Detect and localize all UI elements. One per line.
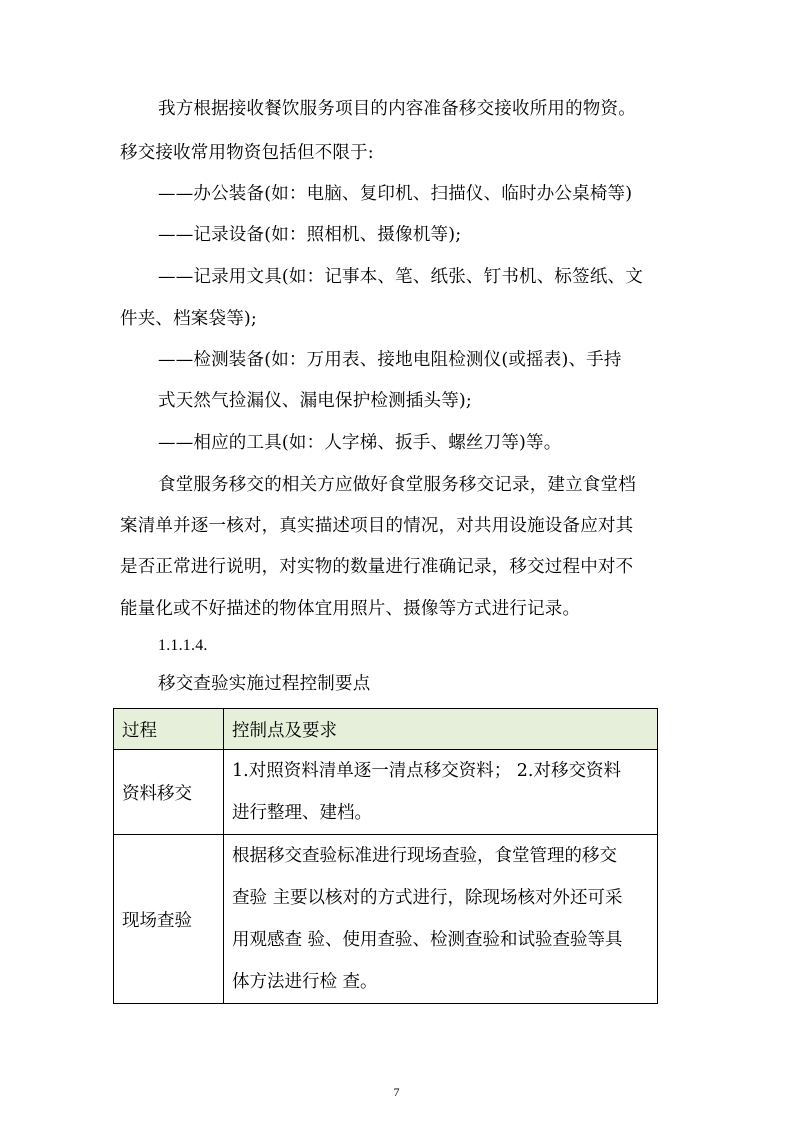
requirement-cell: [224, 750, 658, 835]
requirement-line: 查验 主要以核对的方式进行，除现场核对外还可采: [232, 888, 623, 908]
table-header-row: [114, 709, 658, 750]
requirement-line: 体方法进行检 查。: [232, 972, 378, 992]
list-item: ——检测装备(如：万用表、接地电阻检测仪(或摇表)、手持: [158, 350, 622, 370]
paragraph-line: 能量化或不好描述的物体宜用照片、摄像等方式进行记录。: [120, 599, 581, 619]
header-process: 过程: [114, 709, 224, 750]
process-cell: 现场查验: [114, 835, 224, 1004]
paragraph-line: 案清单并逐一核对，真实描述项目的情况，对共用设施设备应对其: [120, 516, 634, 536]
paragraph-line: 移交接收常用物资包括但不限于:: [120, 143, 374, 163]
list-item: ——办公装备(如：电脑、复印机、扫描仪、临时办公桌椅等): [158, 184, 633, 204]
page-number: 7: [393, 1085, 400, 1099]
process-cell: 资料移交: [114, 750, 224, 835]
paragraph-line: 是否正常进行说明，对实物的数量进行准确记录，移交过程中对不: [120, 557, 634, 577]
list-item-continuation: 件夹、档案袋等);: [120, 309, 258, 329]
section-title: 移交查验实施过程控制要点: [158, 674, 371, 694]
section-number: 1.1.1.4.: [158, 637, 208, 654]
list-item: ——记录设备(如：照相机、摄像机等);: [158, 225, 462, 245]
list-item: ——相应的工具(如：人字梯、扳手、螺丝刀等)等。: [158, 433, 562, 453]
header-requirements: 控制点及要求: [224, 709, 658, 750]
table-row: [114, 835, 658, 1004]
list-item: ——记录用文具(如：记事本、笔、纸张、钉书机、标签纸、文: [158, 267, 643, 287]
table-row: [114, 750, 658, 835]
paragraph-line: 我方根据接收餐饮服务项目的内容准备移交接收所用的物资。: [158, 99, 636, 119]
paragraph-line: 食堂服务移交的相关方应做好食堂服务移交记录，建立食堂档: [158, 475, 636, 495]
requirement-cell: [224, 835, 658, 1004]
requirement-line: 进行整理、建档。: [232, 803, 372, 823]
list-item-continuation: 式天然气捡漏仪、漏电保护检测插头等);: [158, 391, 473, 411]
control-points-table: [113, 708, 658, 1004]
requirement-line: 根据移交查验标准进行现场查验，食堂管理的移交: [232, 846, 617, 866]
requirement-line: 1.对照资料清单逐一清点移交资料； 2.对移交资料: [232, 761, 621, 781]
requirement-line: 用观感查 验、使用查验、检测查验和试验查验等具: [232, 930, 623, 950]
